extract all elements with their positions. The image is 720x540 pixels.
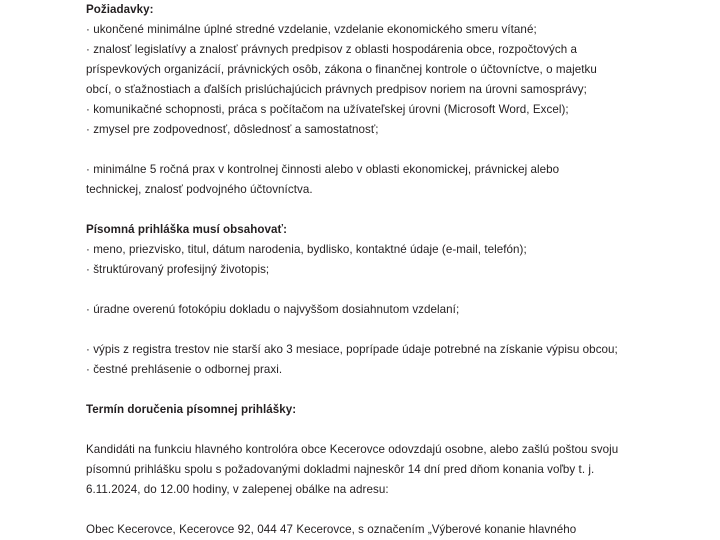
requirements-list-item-continuation: príspevkových organizácií, právnických osôb, zákona o finančnej kontrole o účtovníctve, o majetku	[86, 63, 597, 76]
address-paragraph-line: Obec Kecerovce, Kecerovce 92, 044 47 Kecerovce, s označením „Výberové konanie hlavného	[86, 523, 577, 536]
paragraph-spacer	[86, 140, 646, 160]
paragraph-spacer	[86, 380, 646, 400]
document-text-body	[86, 0, 646, 540]
requirements-heading: Požiadavky:	[86, 3, 154, 16]
requirements-list-item-continuation: obcí, o sťažnostiach a ďalších prislúchajúcich právnych predpisov noriem na úrovni samosprávy;	[86, 83, 587, 96]
requirements-list-item: · znalosť legislatívy a znalosť právnych predpisov z oblasti hospodárenia obce, rozpočtových a	[86, 43, 578, 56]
application-contents-heading: Písomná prihláška musí obsahovať:	[86, 223, 288, 236]
application-list-item: · úradne overenú fotokópiu dokladu o najvyššom dosiahnutom vzdelaní;	[86, 303, 460, 316]
deadline-heading: Termín doručenia písomnej prihlášky:	[86, 403, 297, 416]
requirements-list-item: · minimálne 5 ročná prax v kontrolnej činnosti alebo v oblasti ekonomickej, právnickej alebo	[86, 163, 560, 176]
requirements-list-item: · zmysel pre zodpovednosť, dôslednosť a samostatnosť;	[86, 123, 379, 136]
application-list-item: · čestné prehlásenie o odbornej praxi.	[86, 363, 283, 376]
paragraph-spacer	[86, 320, 646, 340]
paragraph-spacer	[86, 280, 646, 300]
paragraph-spacer	[86, 200, 646, 220]
deadline-paragraph-line: písomnú prihlášku spolu s požadovanými dokladmi najneskôr 14 dní pred dňom konania voľby t. j.	[86, 463, 595, 476]
paragraph-spacer	[86, 500, 646, 520]
application-list-item: · štruktúrovaný profesijný životopis;	[86, 263, 270, 276]
deadline-paragraph-line: 6.11.2024, do 12.00 hodiny, v zalepenej obálke na adresu:	[86, 483, 389, 496]
requirements-list-item: · ukončené minimálne úplné stredné vzdelanie, vzdelanie ekonomického smeru vítané;	[86, 23, 537, 36]
requirements-list-item-continuation: technickej, znalosť podvojného účtovníctva.	[86, 183, 313, 196]
application-list-item: · výpis z registra trestov nie starší ako 3 mesiace, poprípade údaje potrebné na získanie výpisu obcou;	[86, 343, 618, 356]
application-list-item: · meno, priezvisko, titul, dátum narodenia, bydlisko, kontaktné údaje (e-mail, telefón);	[86, 243, 527, 256]
paragraph-spacer	[86, 420, 646, 440]
deadline-paragraph-line: Kandidáti na funkciu hlavného kontrolóra obce Kecerovce odovzdajú osobne, alebo zašlú poštou svoju	[86, 443, 619, 456]
requirements-list-item: · komunikačné schopnosti, práca s počítačom na užívateľskej úrovni (Microsoft Word, Excel);	[86, 103, 569, 116]
